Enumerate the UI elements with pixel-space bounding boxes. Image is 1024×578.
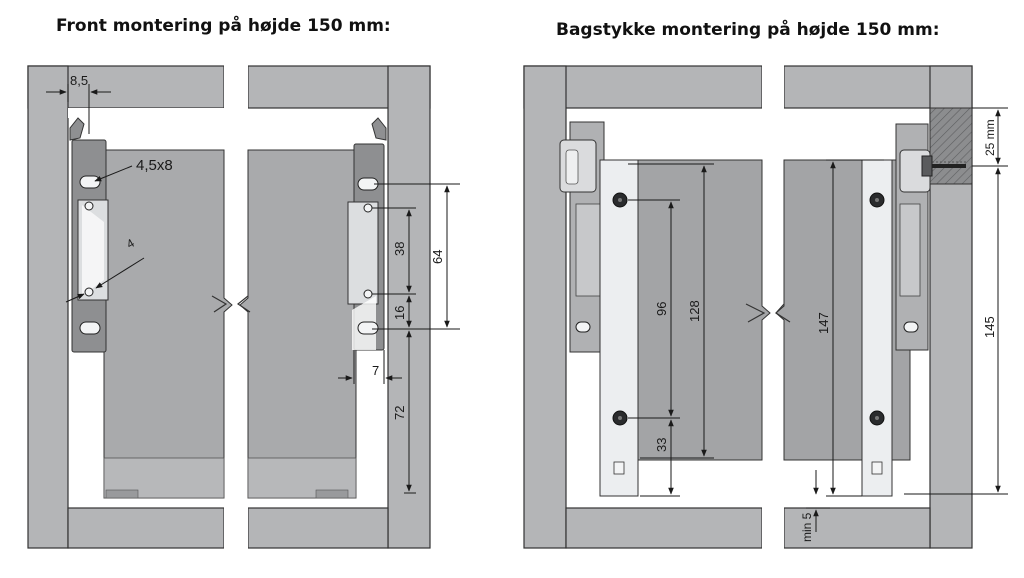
front-dim-38: 38 (392, 241, 407, 256)
back-drawing (524, 60, 1008, 560)
front-side-panel-left (28, 66, 68, 548)
back-dim-145: 145 (982, 316, 997, 338)
back-dim-147: 147 (816, 312, 831, 334)
back-side-panel-left (524, 66, 566, 548)
front-dim-7: 7 (372, 363, 380, 378)
back-dim-96: 96 (654, 301, 669, 316)
front-bracket-left (70, 118, 108, 352)
front-dim-hole: 4,5x8 (136, 157, 173, 174)
back-dim-33: 33 (654, 437, 669, 452)
front-drawing (28, 60, 460, 560)
front-bottom-panel-left (68, 508, 224, 548)
back-mounting-title: Bagstykke montering på højde 150 mm: (556, 20, 940, 40)
front-dim-hole-depth: 4 (124, 235, 137, 252)
back-bracket-left (560, 122, 638, 496)
front-bottom-panel-right (248, 508, 388, 548)
front-mounting-title: Front montering på højde 150 mm: (56, 16, 391, 36)
back-bottom-panel-left (566, 508, 762, 548)
back-rear-block (930, 108, 972, 184)
back-dim-min5: min 5 (800, 512, 814, 542)
back-dim-25mm: 25 mm (983, 119, 997, 156)
front-bracket-right (348, 118, 386, 350)
front-top-inner-gap-left (68, 108, 224, 118)
front-dim-72: 72 (392, 405, 407, 420)
back-dim-128: 128 (687, 300, 702, 322)
front-dim-64: 64 (430, 249, 445, 264)
front-dim-offset: 8,5 (70, 73, 89, 88)
front-dim-16: 16 (392, 305, 407, 320)
